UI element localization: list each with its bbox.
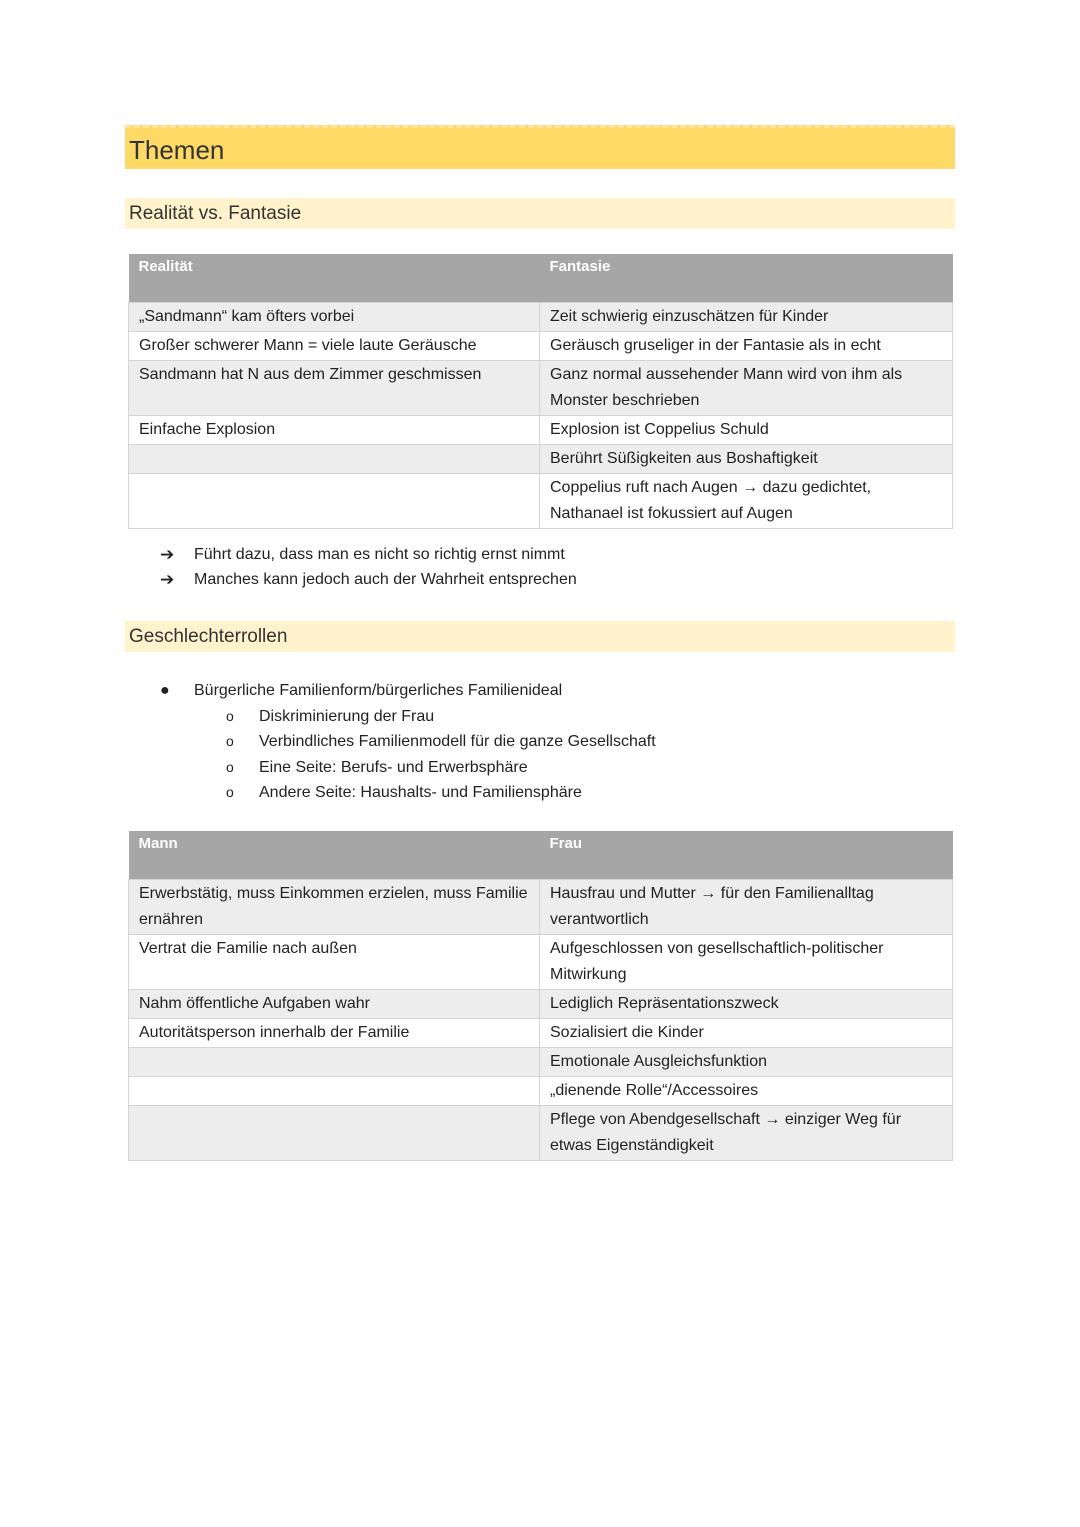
table-cell [129, 1047, 540, 1076]
table-row [129, 879, 953, 934]
table-cell [129, 1105, 540, 1160]
table-cell: Explosion ist Coppelius Schuld [540, 415, 953, 444]
list-item [160, 567, 577, 592]
table-row [129, 331, 953, 360]
bullet-list [160, 678, 656, 806]
table-row [129, 415, 953, 444]
table-cell: „dienende Rolle“/Accessoires [540, 1076, 953, 1105]
table-cell: Aufgeschlossen von gesellschaftlich-politischer Mitwirkung [540, 934, 953, 989]
conclusion-text: Manches kann jedoch auch der Wahrheit entsprechen [194, 571, 577, 588]
circle-bullet-icon: o [226, 758, 234, 775]
sub-item-text: Andere Seite: Haushalts- und Familiensphäre [259, 784, 582, 801]
heading-themen: Themen [125, 125, 955, 169]
table-cell: Ganz normal aussehender Mann wird von ihm als Monster beschrieben [540, 360, 953, 415]
table-row [129, 473, 953, 528]
circle-bullet-icon: o [226, 707, 234, 724]
circle-bullet-icon: o [226, 784, 234, 800]
conclusion-list [160, 542, 577, 592]
table-header-row [129, 831, 953, 879]
column-header-mann: Mann [129, 831, 540, 879]
sub-item-text: Eine Seite: Berufs- und Erwerbsphäre [259, 758, 528, 776]
table-cell [129, 473, 540, 528]
conclusion-text: Führt dazu, dass man es nicht so richtig ernst nimmt [194, 546, 565, 563]
sub-list-item [160, 755, 656, 781]
table-cell: Geräusch gruseliger in der Fantasie als in echt [540, 331, 953, 360]
table-cell: Pflege von Abendgesellschaft → einziger Weg für etwas Eigenständigkeit [540, 1105, 953, 1160]
list-item [160, 678, 656, 704]
sub-list-item [160, 780, 656, 806]
section-title-geschlechterrollen: Geschlechterrollen [125, 621, 955, 652]
table-cell [129, 444, 540, 473]
table-cell: Emotionale Ausgleichsfunktion [540, 1047, 953, 1076]
section-title-realitaet-fantasie: Realität vs. Fantasie [125, 198, 955, 229]
table-cell: Vertrat die Familie nach außen [129, 934, 540, 989]
circle-bullet-icon: o [226, 733, 234, 749]
table-cell: Hausfrau und Mutter → für den Familienalltag verantwortlich [540, 879, 953, 934]
sub-list-item [160, 704, 656, 730]
table-row [129, 444, 953, 473]
table-cell: Zeit schwierig einzuschätzen für Kinder [540, 302, 953, 331]
column-header-realitaet: Realität [129, 254, 540, 302]
table-row [129, 1018, 953, 1047]
table-cell [129, 1076, 540, 1105]
table-cell: Berührt Süßigkeiten aus Boshaftigkeit [540, 444, 953, 473]
table-cell: Einfache Explosion [129, 415, 540, 444]
column-header-frau: Frau [540, 831, 953, 879]
table-cell: Erwerbstätig, muss Einkommen erzielen, muss Familie ernähren [129, 879, 540, 934]
table-row [129, 989, 953, 1018]
table-row [129, 934, 953, 989]
list-item [160, 542, 577, 567]
table-row [129, 360, 953, 415]
sub-item-text: Verbindliches Familienmodell für die ganze Gesellschaft [259, 733, 656, 750]
table-cell: Nahm öffentliche Aufgaben wahr [129, 989, 540, 1018]
table-mann-frau [128, 831, 953, 1161]
table-header-row [129, 254, 953, 302]
table-row [129, 1076, 953, 1105]
arrow-right-icon: ➔ [160, 545, 175, 564]
table-row [129, 302, 953, 331]
table-cell: Autoritätsperson innerhalb der Familie [129, 1018, 540, 1047]
column-header-fantasie: Fantasie [540, 254, 953, 302]
bullet-icon: ● [160, 682, 170, 699]
table-row [129, 1047, 953, 1076]
table-cell: Sozialisiert die Kinder [540, 1018, 953, 1047]
table-cell: Sandmann hat N aus dem Zimmer geschmissen [129, 360, 540, 415]
sub-list-item [160, 729, 656, 755]
table-realitaet-fantasie [128, 254, 953, 529]
table-cell: Lediglich Repräsentationszweck [540, 989, 953, 1018]
sub-item-text: Diskriminierung der Frau [259, 707, 435, 725]
bullet-text: Bürgerliche Familienform/bürgerliches Familienideal [194, 682, 563, 699]
table-cell: „Sandmann“ kam öfters vorbei [129, 302, 540, 331]
table-cell: Großer schwerer Mann = viele laute Geräusche [129, 331, 540, 360]
table-row [129, 1105, 953, 1160]
arrow-right-icon: ➔ [160, 570, 175, 589]
table-cell: Coppelius ruft nach Augen → dazu gedichtet, Nathanael ist fokussiert auf Augen [540, 473, 953, 528]
